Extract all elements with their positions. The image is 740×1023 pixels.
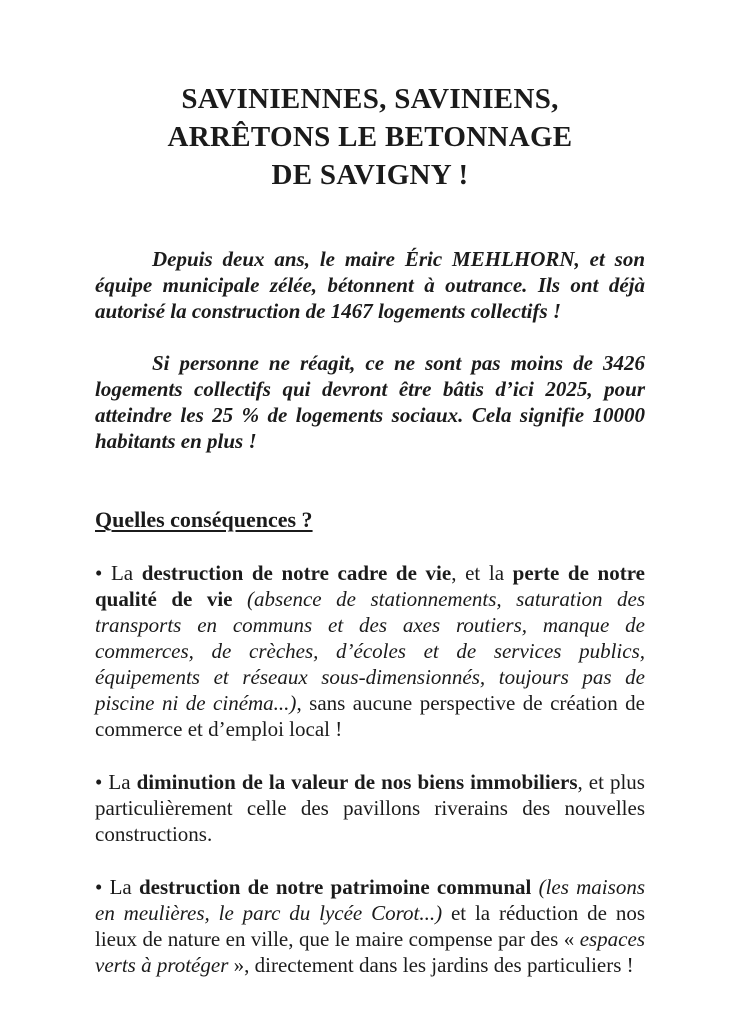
title-line-2: ARRÊTONS LE BETONNAGE [167,121,573,153]
bullet-run: , sans aucune perspective de création de commerce et d’emploi local ! [95,691,646,741]
bullet-run: • La [95,770,137,794]
bullet-run: et la réduction de nos lieux de nature en ville, que le maire compense par des « [95,901,645,951]
intro-paragraph-construction: Depuis deux ans, le maire Éric MEHLHORN, et son équipe municipale zélée, bétonnent à outrance. Ils ont déjà autorisé la construction de 1467 logements collectifs ! [95,247,645,323]
intro-paragraph-projection: Si personne ne réagit, ce ne sont pas moins de 3426 logements collectifs qui devront être bâtis d’ici 2025, pour atteindre les 25 % de logements sociaux. Cela signifie 10000 habitants en plus ! [95,351,645,453]
bullet-run-bold: perte de notre qualité de vie [95,561,645,611]
bullet-run-italic: (les maisons en meulières, le parc du lycée Corot...) [95,875,645,925]
bullet-run-bold: diminution de la valeur de nos biens immobiliers [136,770,578,794]
bullet-run-bold: destruction de notre patrimoine communal [138,875,532,899]
bullet-run: • La [95,875,139,899]
bullet-run [233,587,248,611]
bullet-run [531,875,538,899]
title-line-1: SAVINIENNES, SAVINIENS, [181,83,559,115]
bullet-run: , et la [451,561,513,585]
bullet-run: , et plus particulièrement celle des pavillons riverains des nouvelles constructions. [95,770,645,846]
page-title [95,80,645,194]
section-heading-text: Quelles conséquences ? [95,507,313,532]
title-line-3: DE SAVIGNY ! [271,159,469,191]
bullet-run-bold: destruction de notre cadre de vie [141,561,452,585]
bullet-biens-immobiliers [95,769,645,847]
bullet-patrimoine-communal [95,874,645,978]
bullet-run-italic: (absence de stationnements, saturation des transports en communs et des axes routiers, manque de commerces, de crèches, d’écoles et de services publics, équipements et réseaux sous-dimensionnés, toujours pas de piscine ni de cinéma...) [95,587,646,715]
bullet-cadre-de-vie [95,560,645,742]
section-heading-consequences [95,506,645,533]
bullet-run: », directement dans les jardins des particuliers ! [228,953,634,977]
bullet-run-italic: espaces verts à protéger [95,927,645,977]
bullet-run: • La [95,561,142,585]
